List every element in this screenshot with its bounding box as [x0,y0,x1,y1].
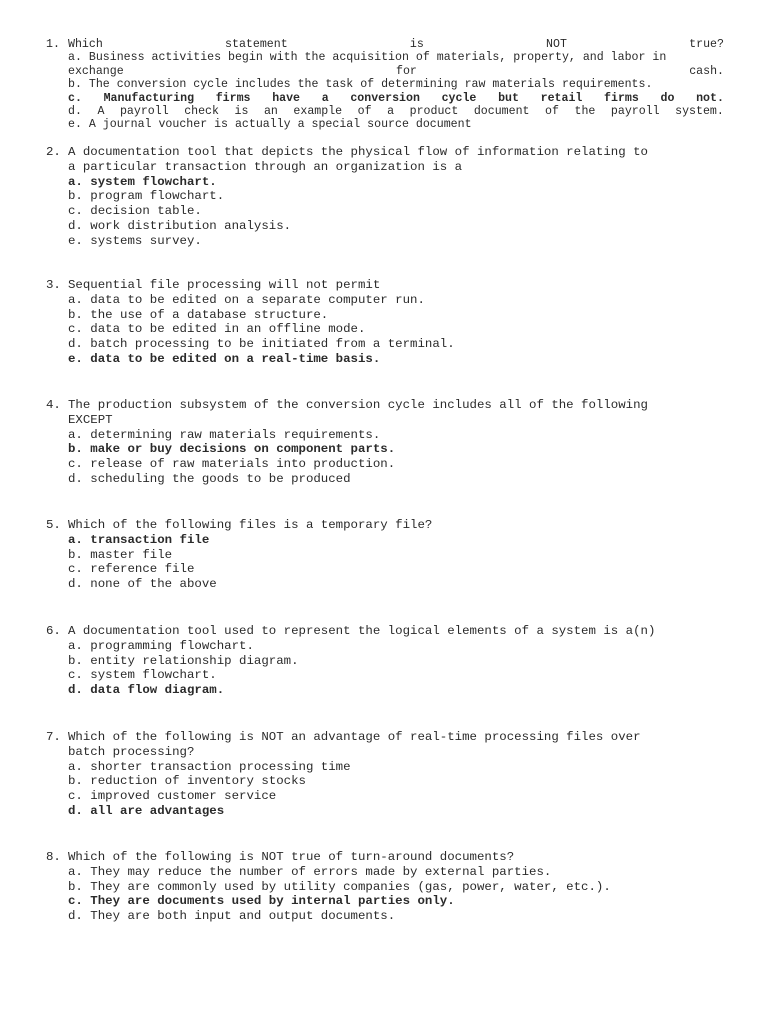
option-d-correct: d. data flow diagram. [68,683,225,698]
option-d-correct: d. all are advantages [68,803,225,818]
question-stem: A documentation tool that depicts the physical flow of information relating to [68,145,648,159]
question-2 [46,145,724,249]
option-a-continued: exchange for cash. [68,64,724,78]
question-number: 8. [46,850,61,864]
option-a-correct: a. transaction file [68,532,210,547]
option-b: b. They are commonly used by utility companies (gas, power, water, etc.). [68,879,611,894]
question-3 [46,278,724,367]
option-b: b. program flowchart. [68,189,225,204]
question-stem-continued: a particular transaction through an organization is a [68,159,463,174]
question-number: 2. [46,145,61,159]
question-stem: Sequential file processing will not permit [68,278,381,292]
option-b: b. The conversion cycle includes the task of determining raw materials requirements. [68,78,653,92]
option-b-correct: b. make or buy decisions on component parts. [68,442,396,457]
option-d: d. work distribution analysis. [68,218,292,233]
question-7 [46,730,724,819]
option-e: e. A journal voucher is actually a special source document [68,118,472,132]
option-a: a. determining raw materials requirements. [68,427,381,442]
question-stem: Which of the following files is a temporary file? [68,518,433,532]
option-a: a. Business activities begin with the acquisition of materials, property, and labor in [68,51,667,65]
question-number: 3. [46,278,61,292]
option-d: d. batch processing to be initiated from a terminal. [68,337,455,352]
question-number: 5. [46,518,61,532]
option-c: c. system flowchart. [68,668,217,683]
option-b: b. master file [68,547,173,562]
option-c: c. improved customer service [68,789,277,804]
question-number: 7. [46,730,61,744]
option-c: c. reference file [68,562,195,577]
question-6 [46,624,724,698]
question-number: 6. [46,624,61,638]
question-stem: The production subsystem of the conversion cycle includes all of the following [68,398,648,412]
option-d: d. none of the above [68,577,217,592]
option-e: e. systems survey. [68,233,202,248]
option-a: a. data to be edited on a separate computer run. [68,292,425,307]
option-b: b. entity relationship diagram. [68,653,299,668]
option-d: d. A payroll check is an example of a product document of the payroll system. [68,105,724,119]
option-a: a. shorter transaction processing time [68,759,351,774]
question-stem: Which of the following is NOT true of turn-around documents? [68,850,515,864]
option-c: c. decision table. [68,204,202,219]
option-a: a. They may reduce the number of errors made by external parties. [68,864,552,879]
question-1 [46,38,724,132]
question-stem: Which of the following is NOT an advantage of real-time processing files over [68,730,641,744]
option-c: c. release of raw materials into production. [68,457,396,472]
option-c-correct: c. They are documents used by internal parties only. [68,894,455,909]
option-c: c. data to be edited in an offline mode. [68,322,366,337]
question-5 [46,518,724,592]
question-stem-continued: EXCEPT [68,412,113,427]
option-c-correct: c. Manufacturing firms have a conversion cycle but retail firms do not. [68,91,724,105]
question-8 [46,850,724,924]
option-b: b. the use of a database structure. [68,307,329,322]
option-a: a. programming flowchart. [68,638,254,653]
option-a-correct: a. system flowchart. [68,174,217,189]
question-stem-continued: batch processing? [68,744,195,759]
option-d: d. They are both input and output documents. [68,909,396,924]
option-d: d. scheduling the goods to be produced [68,471,351,486]
question-stem: Which statement is NOT true? [68,38,724,51]
option-b: b. reduction of inventory stocks [68,774,306,789]
question-number: 1. [46,38,60,51]
option-e-correct: e. data to be edited on a real-time basis. [68,351,381,366]
question-stem: A documentation tool used to represent the logical elements of a system is a(n) [68,624,656,638]
question-number: 4. [46,398,61,412]
question-4 [46,398,724,487]
